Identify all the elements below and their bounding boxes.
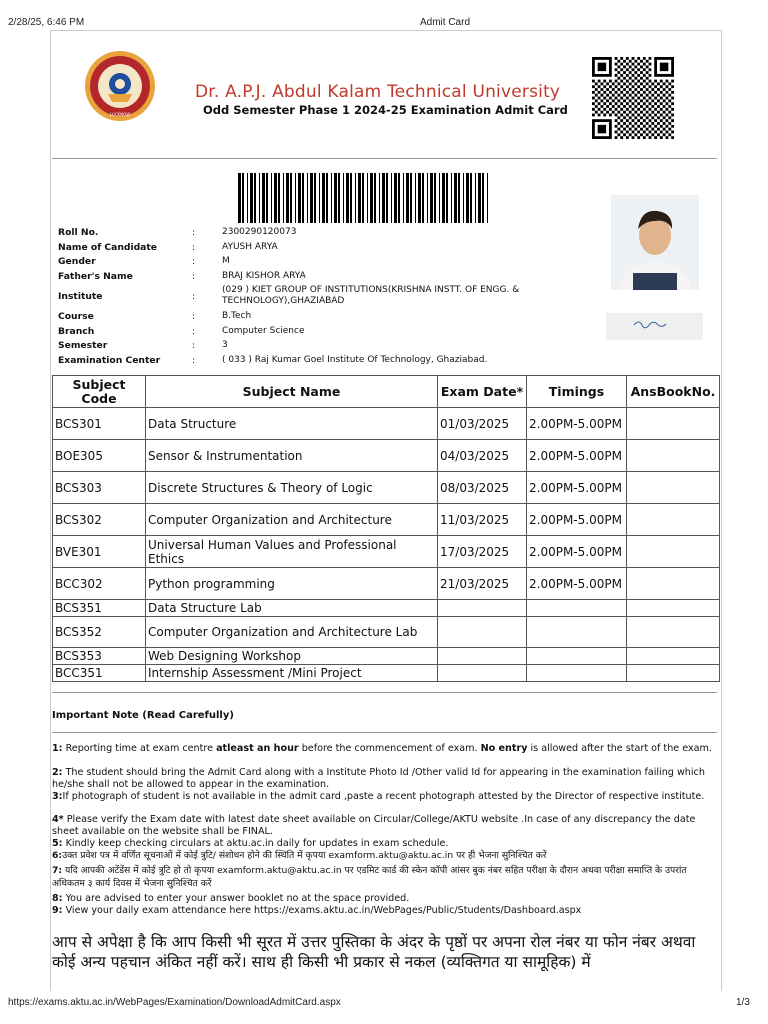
cell-date bbox=[438, 665, 527, 682]
value-course: B.Tech bbox=[222, 311, 252, 321]
notes-divider bbox=[52, 732, 717, 733]
cell-code: BCC302 bbox=[53, 568, 146, 600]
note-text: is allowed after the start of the exam. bbox=[527, 743, 712, 754]
print-page-title: Admit Card bbox=[420, 17, 471, 28]
candidate-signature bbox=[606, 313, 703, 340]
value-semester: 3 bbox=[222, 340, 228, 350]
print-datetime: 2/28/25, 6:46 PM bbox=[8, 17, 85, 28]
note-emphasis: atleast an hour bbox=[216, 743, 299, 754]
cell-ansbook bbox=[627, 504, 720, 536]
cell-ansbook bbox=[627, 600, 720, 617]
cell-date: 04/03/2025 bbox=[438, 440, 527, 472]
note-number: 1: bbox=[52, 743, 63, 754]
table-row bbox=[53, 536, 720, 568]
label-gender: Gender bbox=[58, 256, 96, 267]
colon: : bbox=[192, 355, 196, 366]
label-candidate-name: Name of Candidate bbox=[58, 242, 158, 253]
cell-name: Computer Organization and Architecture Lab bbox=[146, 617, 438, 648]
cell-code: BCS351 bbox=[53, 600, 146, 617]
cell-name: Sensor & Instrumentation bbox=[146, 440, 438, 472]
hindi-instruction: आप से अपेक्षा है कि आप किसी भी सूरत में उत्तर पुस्तिका के अंदर के पृष्ठों पर अपना रोल नंबर या फोन नंबर अथवा कोई अन्य पहचान अंकित नहीं करें। साथ ही किसी भी प्रकार से नकल (व्यक्तिगत या सामूहिक) में bbox=[52, 933, 696, 971]
table-row bbox=[53, 648, 720, 665]
note-emphasis: No entry bbox=[480, 743, 528, 754]
cell-name: Universal Human Values and Professional Ethics bbox=[146, 536, 438, 568]
svg-text:LUCKNOW: LUCKNOW bbox=[109, 112, 131, 117]
cell-time bbox=[527, 665, 627, 682]
cell-date bbox=[438, 600, 527, 617]
note-8 bbox=[52, 893, 717, 905]
candidate-photo bbox=[611, 195, 699, 290]
cell-name: Data Structure bbox=[146, 408, 438, 440]
value-candidate-name: AYUSH ARYA bbox=[222, 242, 278, 252]
cell-time: 2.00PM-5.00PM bbox=[527, 408, 627, 440]
label-fathers-name: Father's Name bbox=[58, 271, 133, 282]
note-text: उक्त प्रवेश पत्र में वर्णित सूचनाओं में कोई त्रुटि/ संशोधन होने की स्थिति में कृपया examform.aktu@aktu.ac.in पर ही भेजना सुनिश्चित करें bbox=[62, 850, 547, 861]
cell-name: Internship Assessment /Mini Project bbox=[146, 665, 438, 682]
cell-time: 2.00PM-5.00PM bbox=[527, 472, 627, 504]
notes-heading: Important Note (Read Carefully) bbox=[52, 710, 234, 721]
note-text: View your daily exam attendance here https://exams.aktu.ac.in/WebPages/Public/Students/Dashboard.aspx bbox=[62, 905, 582, 916]
table-row bbox=[53, 440, 720, 472]
page-number: 1/3 bbox=[736, 997, 750, 1008]
cell-time: 2.00PM-5.00PM bbox=[527, 440, 627, 472]
note-text: Kindly keep checking circulars at aktu.ac.in daily for updates in exam schedule. bbox=[62, 838, 449, 849]
note-3 bbox=[52, 791, 717, 803]
table-row bbox=[53, 665, 720, 682]
cell-ansbook bbox=[627, 617, 720, 648]
note-text: Reporting time at exam centre bbox=[62, 743, 217, 754]
header-subject-name: Subject Name bbox=[146, 376, 438, 408]
cell-time bbox=[527, 648, 627, 665]
signature-icon bbox=[606, 313, 703, 340]
barcode bbox=[238, 173, 492, 223]
cell-date: 17/03/2025 bbox=[438, 536, 527, 568]
cell-code: BCS301 bbox=[53, 408, 146, 440]
note-number: 9: bbox=[52, 905, 63, 916]
cell-code: BCS353 bbox=[53, 648, 146, 665]
cell-date bbox=[438, 617, 527, 648]
cell-name: Computer Organization and Architecture bbox=[146, 504, 438, 536]
note-1 bbox=[52, 743, 717, 755]
header-divider bbox=[52, 158, 717, 159]
label-branch: Branch bbox=[58, 326, 95, 337]
cell-time bbox=[527, 617, 627, 648]
note-4 bbox=[52, 814, 717, 837]
table-row bbox=[53, 408, 720, 440]
cell-time: 2.00PM-5.00PM bbox=[527, 568, 627, 600]
note-number: 2: bbox=[52, 767, 63, 778]
value-branch: Computer Science bbox=[222, 326, 305, 336]
value-gender: M bbox=[222, 256, 230, 266]
cell-time bbox=[527, 600, 627, 617]
note-text: The student should bring the Admit Card along with a Institute Photo Id /Other valid Id for appearing in the examination failing which he/she shall not be allowed to appear in the examination. bbox=[52, 767, 705, 790]
university-name: Dr. A.P.J. Abdul Kalam Technical University bbox=[195, 82, 561, 102]
exam-subtitle: Odd Semester Phase 1 2024-25 Examination Admit Card bbox=[203, 103, 568, 117]
value-fathers-name: BRAJ KISHOR ARYA bbox=[222, 271, 306, 281]
cell-ansbook bbox=[627, 440, 720, 472]
table-row bbox=[53, 617, 720, 648]
note-text: before the commencement of exam. bbox=[298, 743, 481, 754]
note-number: 5: bbox=[52, 838, 63, 849]
header-timings: Timings bbox=[527, 376, 627, 408]
label-course: Course bbox=[58, 311, 94, 322]
cell-code: BVE301 bbox=[53, 536, 146, 568]
table-row bbox=[53, 504, 720, 536]
colon: : bbox=[192, 311, 196, 322]
qr-code-icon bbox=[592, 57, 676, 139]
cell-ansbook bbox=[627, 665, 720, 682]
note-6 bbox=[52, 850, 717, 862]
cell-date: 08/03/2025 bbox=[438, 472, 527, 504]
cell-name: Python programming bbox=[146, 568, 438, 600]
cell-code: BOE305 bbox=[53, 440, 146, 472]
note-number: 6: bbox=[52, 850, 63, 861]
note-text: You are advised to enter your answer booklet no at the space provided. bbox=[62, 893, 410, 904]
cell-ansbook bbox=[627, 648, 720, 665]
colon: : bbox=[192, 326, 196, 337]
cell-time: 2.00PM-5.00PM bbox=[527, 504, 627, 536]
cell-ansbook bbox=[627, 408, 720, 440]
header-subject-code: Subject Code bbox=[53, 376, 146, 408]
colon: : bbox=[192, 227, 196, 238]
table-row bbox=[53, 600, 720, 617]
colon: : bbox=[192, 242, 196, 253]
note-text: If photograph of student is not available in the admit card ,paste a recent photograph attested by the Director of respective institute. bbox=[62, 791, 705, 802]
note-5 bbox=[52, 838, 717, 850]
cell-date: 11/03/2025 bbox=[438, 504, 527, 536]
university-seal-icon bbox=[84, 50, 156, 122]
note-text: यदि आपकी अटेंडेंस में कोई त्रुटि हो तो कृपया examform.aktu@aktu.ac.in पर एडमिट कार्ड की स्केन कॉपी आंसर बुक नंबर सहित परीक्षा के दौरान अथवा परीक्षा समाप्ति के उपरांत अधिकतम ३ कार्य दिवस में भेजना सुनिश्चित करें bbox=[52, 865, 687, 889]
cell-code: BCS352 bbox=[53, 617, 146, 648]
table-header-row bbox=[53, 376, 720, 408]
header-exam-date: Exam Date* bbox=[438, 376, 527, 408]
qr-code bbox=[592, 57, 676, 139]
cell-date: 01/03/2025 bbox=[438, 408, 527, 440]
cell-ansbook bbox=[627, 472, 720, 504]
note-number: 3: bbox=[52, 791, 63, 802]
colon: : bbox=[192, 340, 196, 351]
table-row bbox=[53, 472, 720, 504]
value-roll-no: 2300290120073 bbox=[222, 227, 297, 237]
cell-ansbook bbox=[627, 568, 720, 600]
cell-name: Data Structure Lab bbox=[146, 600, 438, 617]
subjects-table bbox=[52, 375, 720, 682]
label-roll-no: Roll No. bbox=[58, 227, 99, 238]
label-institute: Institute bbox=[58, 291, 103, 302]
label-semester: Semester bbox=[58, 340, 108, 351]
table-divider bbox=[52, 692, 717, 693]
cell-name: Discrete Structures & Theory of Logic bbox=[146, 472, 438, 504]
cell-name: Web Designing Workshop bbox=[146, 648, 438, 665]
barcode-icon bbox=[238, 173, 492, 223]
cell-date: 21/03/2025 bbox=[438, 568, 527, 600]
cell-code: BCS303 bbox=[53, 472, 146, 504]
value-institute: (029 ) KIET GROUP OF INSTITUTIONS(KRISHNA INSTT. OF ENGG. & TECHNOLOGY),GHAZIABAD bbox=[222, 285, 520, 306]
cell-ansbook bbox=[627, 536, 720, 568]
page-url: https://exams.aktu.ac.in/WebPages/Examination/DownloadAdmitCard.aspx bbox=[8, 997, 341, 1008]
header-ansbook-no: AnsBookNo. bbox=[627, 376, 720, 408]
cell-time: 2.00PM-5.00PM bbox=[527, 536, 627, 568]
cell-code: BCC351 bbox=[53, 665, 146, 682]
university-logo bbox=[84, 50, 156, 122]
label-exam-center: Examination Center bbox=[58, 355, 161, 366]
note-2 bbox=[52, 767, 717, 790]
table-row bbox=[53, 568, 720, 600]
note-number: 8: bbox=[52, 893, 63, 904]
colon: : bbox=[192, 291, 196, 302]
note-number: 4* bbox=[52, 814, 64, 825]
cell-code: BCS302 bbox=[53, 504, 146, 536]
person-photo-icon bbox=[611, 195, 699, 290]
colon: : bbox=[192, 271, 196, 282]
note-text: Please verify the Exam date with latest date sheet available on Circular/College/AKTU website .In case of any discrepancy the date sheet available on the website shall be FINAL. bbox=[52, 814, 696, 837]
colon: : bbox=[192, 256, 196, 267]
cell-date bbox=[438, 648, 527, 665]
value-exam-center: ( 033 ) Raj Kumar Goel Institute Of Technology, Ghaziabad. bbox=[222, 355, 488, 365]
note-number: 7: bbox=[52, 865, 63, 876]
note-7 bbox=[52, 864, 717, 890]
note-9 bbox=[52, 905, 717, 917]
